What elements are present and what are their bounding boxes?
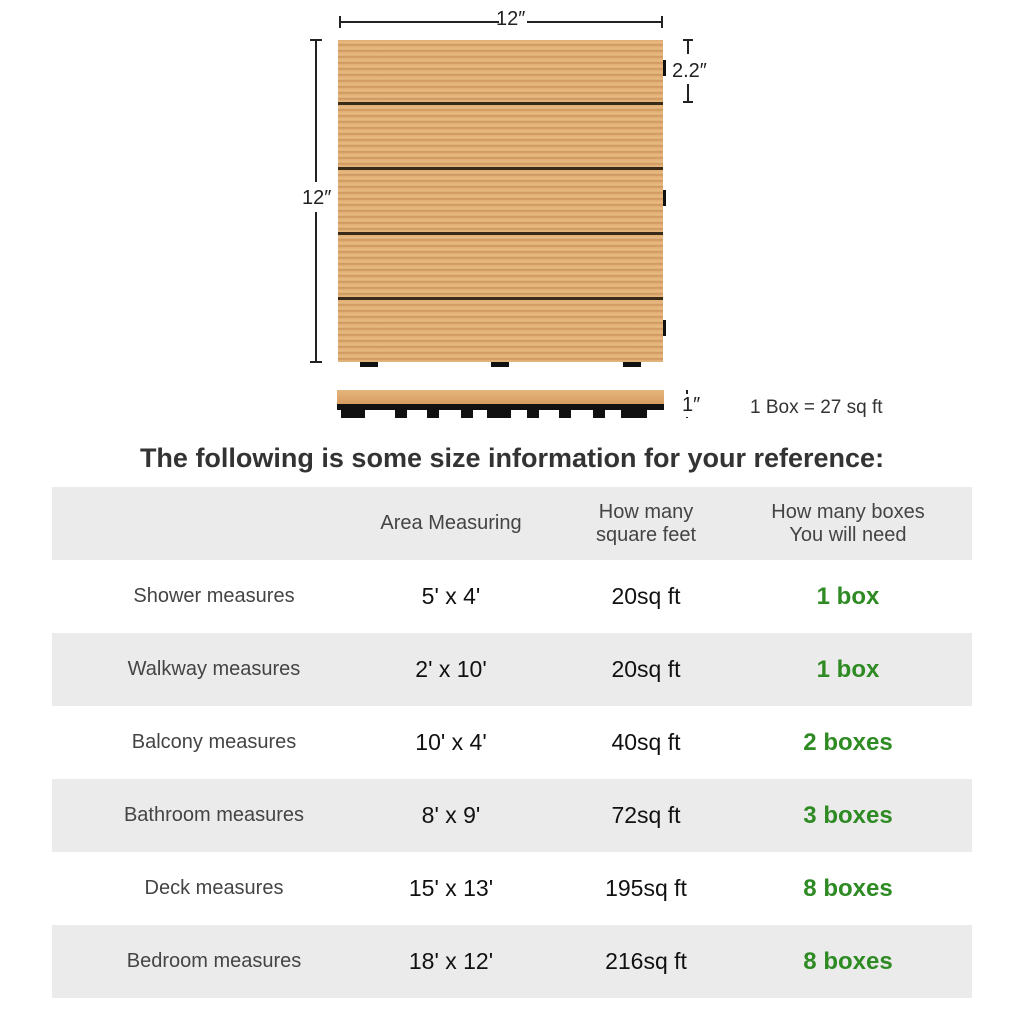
height-label: 12″ xyxy=(302,187,332,209)
connector-clip xyxy=(623,362,641,367)
row-area: 15' x 13' xyxy=(408,875,494,901)
deck-tile-top-view xyxy=(338,40,663,362)
foot xyxy=(341,410,365,418)
header-area: Area Measuring xyxy=(380,512,522,534)
table-row xyxy=(52,633,972,706)
row-area: 10' x 4' xyxy=(415,729,487,755)
table-row xyxy=(52,925,972,998)
row-label: Shower measures xyxy=(133,585,295,607)
table-row xyxy=(52,706,972,779)
plank xyxy=(338,235,663,297)
table-header xyxy=(52,487,972,560)
side-wood xyxy=(337,390,664,404)
plank-gap xyxy=(338,102,663,105)
dimension-tick xyxy=(683,39,693,41)
connector-clip xyxy=(663,320,666,336)
row-sqft: 195sq ft xyxy=(605,875,687,901)
table-row xyxy=(52,852,972,925)
dimension-tick xyxy=(310,361,322,363)
row-label: Balcony measures xyxy=(131,731,297,753)
connector-clip xyxy=(663,190,666,206)
foot xyxy=(487,410,511,418)
row-boxes: 3 boxes xyxy=(803,801,893,829)
row-boxes: 8 boxes xyxy=(803,947,893,975)
connector-clip xyxy=(663,60,666,76)
row-area: 2' x 10' xyxy=(415,656,487,682)
row-boxes: 1 box xyxy=(816,582,880,610)
size-table xyxy=(52,487,972,998)
height-dimension-line xyxy=(315,40,317,182)
connector-clip xyxy=(491,362,509,367)
plank-dimension-line xyxy=(687,84,689,102)
row-sqft: 72sq ft xyxy=(611,802,681,828)
row-label: Bedroom measures xyxy=(126,950,302,972)
dimension-tick xyxy=(339,16,341,28)
thickness-label: 1″ xyxy=(682,394,701,416)
foot xyxy=(593,410,605,418)
plank-width-label: 2.2″ xyxy=(672,60,707,82)
foot xyxy=(621,410,647,418)
row-area: 8' x 9' xyxy=(421,802,481,828)
table-row xyxy=(52,779,972,852)
foot xyxy=(395,410,407,418)
header-sqft: How many square feet xyxy=(595,500,697,546)
dimension-tick xyxy=(683,101,693,103)
row-area: 18' x 12' xyxy=(408,948,494,974)
header-boxes: How many boxes You will need xyxy=(771,500,925,546)
width-label: 12″ xyxy=(496,8,526,30)
width-dimension-line xyxy=(339,21,499,23)
connector-clip xyxy=(360,362,378,367)
row-area: 5' x 4' xyxy=(421,583,481,609)
row-label: Bathroom measures xyxy=(123,804,305,826)
row-boxes: 1 box xyxy=(816,655,880,683)
row-sqft: 20sq ft xyxy=(611,656,681,682)
foot xyxy=(527,410,539,418)
row-sqft: 40sq ft xyxy=(611,729,681,755)
foot xyxy=(559,410,571,418)
section-title: The following is some size information for your reference: xyxy=(139,443,885,473)
plank-gap xyxy=(338,232,663,235)
plank xyxy=(338,40,663,102)
row-boxes: 2 boxes xyxy=(803,728,893,756)
dimension-tick xyxy=(310,39,322,41)
row-boxes: 8 boxes xyxy=(803,874,893,902)
table-row xyxy=(52,560,972,633)
box-coverage: 1 Box = 27 sq ft xyxy=(750,397,883,418)
plank xyxy=(338,300,663,362)
plank-gap xyxy=(338,167,663,170)
plank-dimension-line xyxy=(687,40,689,54)
foot xyxy=(427,410,439,418)
row-sqft: 216sq ft xyxy=(605,948,687,974)
height-dimension-line xyxy=(315,212,317,362)
dimension-tick xyxy=(661,16,663,28)
deck-tile-side-view xyxy=(337,390,664,418)
plank-gap xyxy=(338,297,663,300)
width-dimension-line xyxy=(527,21,662,23)
foot xyxy=(461,410,473,418)
plank xyxy=(338,105,663,167)
row-label: Walkway measures xyxy=(127,658,301,680)
row-sqft: 20sq ft xyxy=(611,583,681,609)
row-label: Deck measures xyxy=(144,877,284,899)
plank xyxy=(338,170,663,232)
